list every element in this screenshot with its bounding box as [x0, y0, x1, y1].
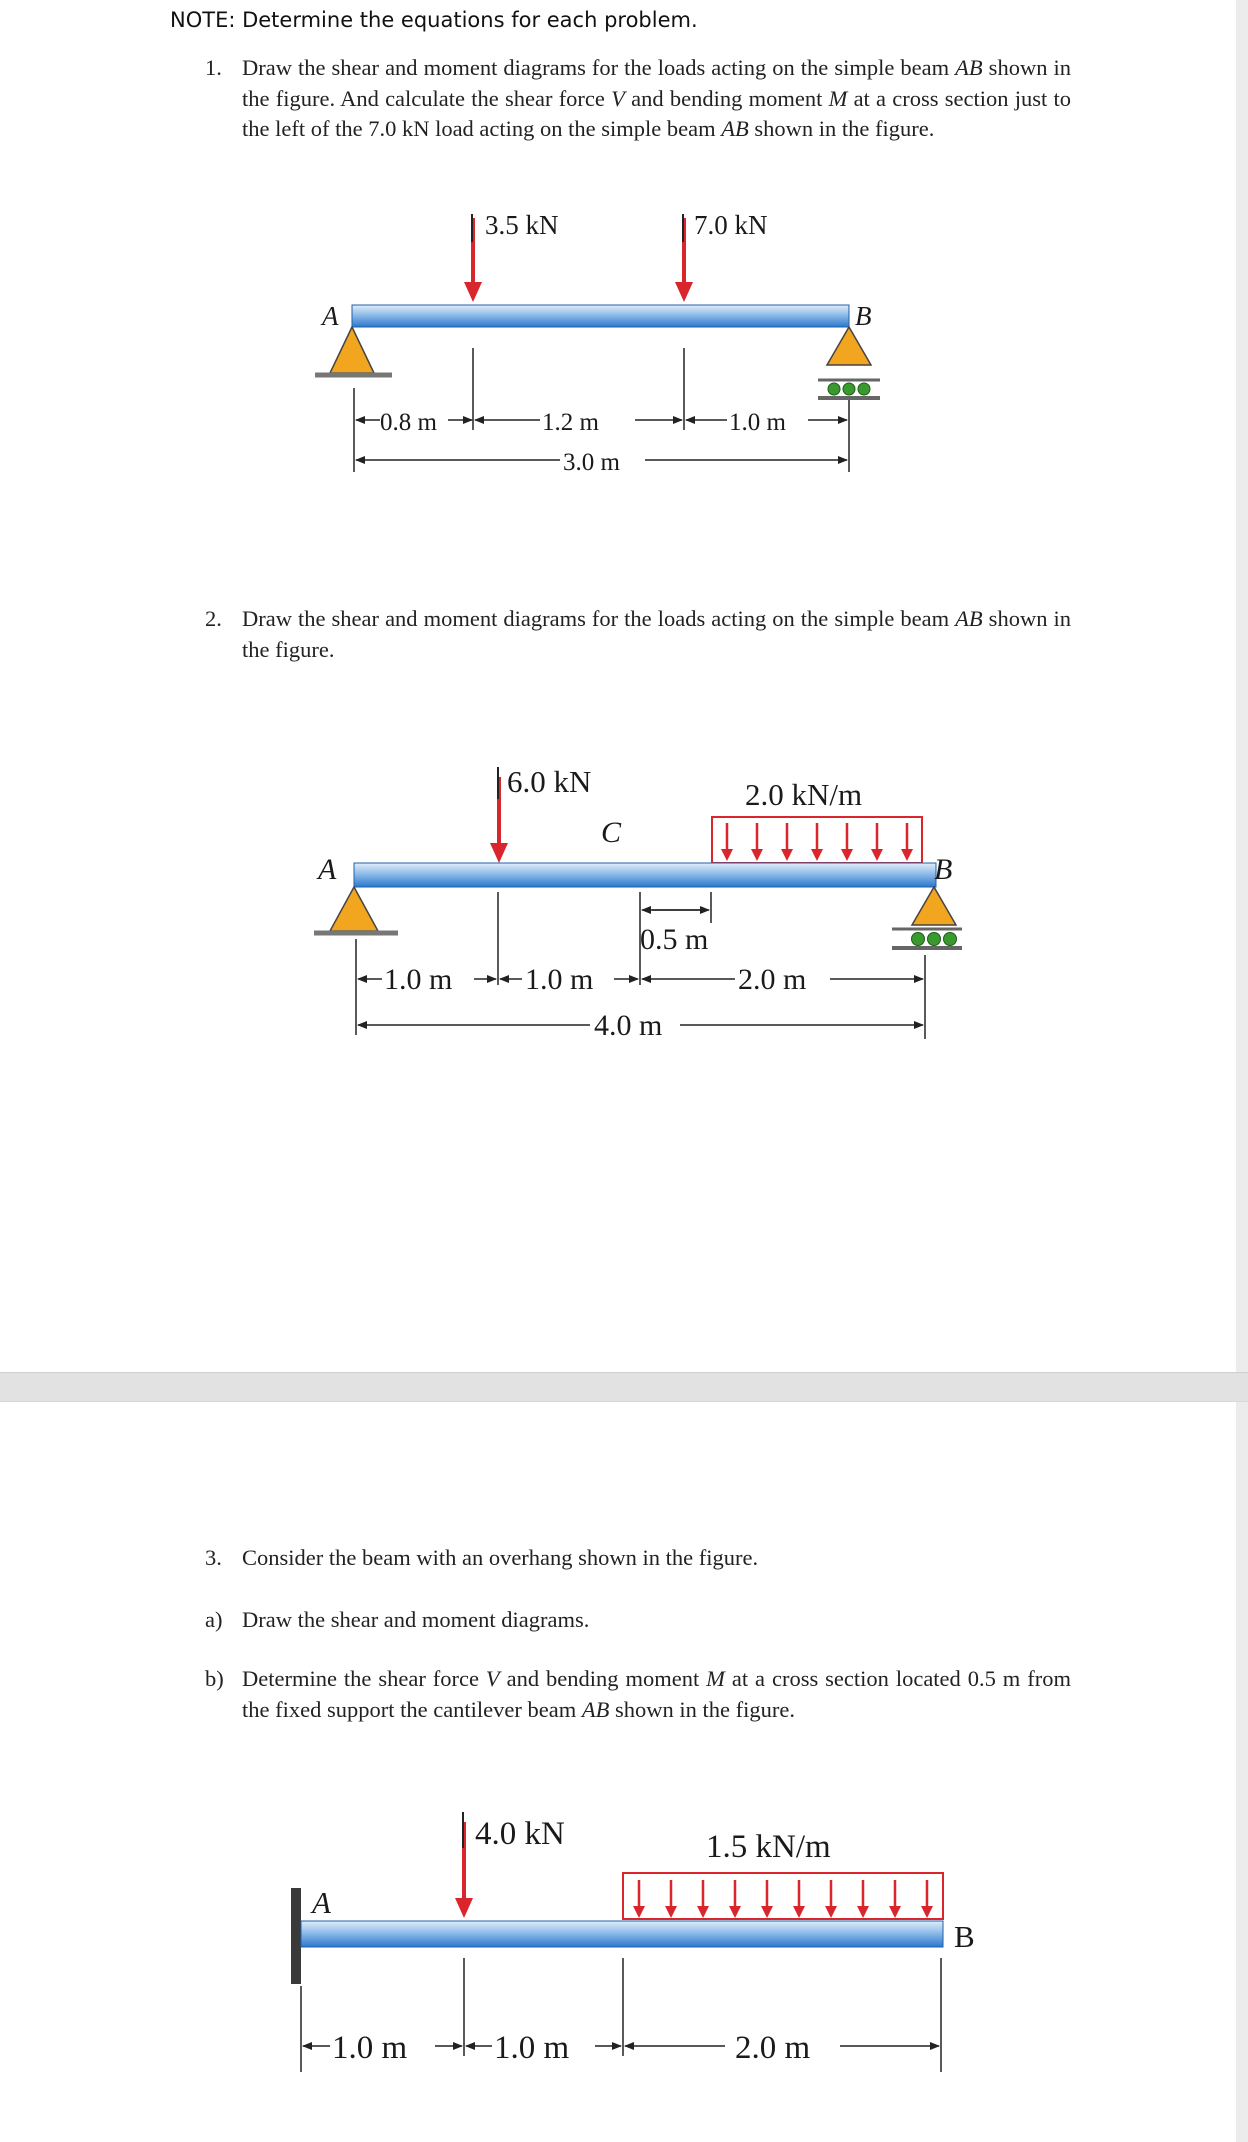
- problem-number: 2.: [205, 606, 222, 631]
- figure-3-cantilever: [0, 1800, 1248, 2090]
- load-label: 4.0 kN: [475, 1816, 565, 1852]
- load-label: 2.0 kN/m: [745, 777, 863, 812]
- load-arrow-head: [793, 1906, 805, 1918]
- point-label-c: C: [601, 816, 622, 849]
- problem-3-part-a: [205, 1605, 1071, 1636]
- load-arrow-head: [721, 849, 733, 861]
- dimension-label: 3.0 m: [563, 449, 620, 476]
- load-arrow-head: [901, 849, 913, 861]
- subpart-text: Draw the shear and moment diagrams.: [242, 1607, 590, 1632]
- problem-text: Consider the beam with an overhang shown in the figure.: [242, 1545, 759, 1570]
- load-label: 6.0 kN: [507, 764, 592, 799]
- support-label-b: B: [855, 301, 872, 331]
- problem-3-part-b: [205, 1664, 1071, 1725]
- dimension-label: 1.2 m: [542, 409, 599, 436]
- dimension-label: 1.0 m: [494, 2030, 570, 2066]
- problem-2: [205, 604, 1071, 665]
- dimension-label: 2.0 m: [735, 2030, 811, 2066]
- dimension-label: 1.0 m: [332, 2030, 408, 2066]
- load-arrow-head: [825, 1906, 837, 1918]
- problem-number: 3.: [205, 1545, 222, 1570]
- fixed-wall: [291, 1888, 301, 1984]
- load-arrow-head: [841, 849, 853, 861]
- problem-text: Draw the shear and moment diagrams for the loads acting on the simple beam AB shown in the figure. And calculate the shear force V and bending moment M at a cross section just to the left of the 7.0 kN load acting on the simple beam AB shown in the figure.: [242, 55, 1071, 141]
- load-label: 3.5 kN: [485, 210, 559, 240]
- load-arrow-head: [697, 1906, 709, 1918]
- roller-wheel: [944, 933, 957, 946]
- problem-text: Draw the shear and moment diagrams for the loads acting on the simple beam AB shown in the figure.: [242, 606, 1071, 662]
- subpart-label: a): [205, 1607, 223, 1632]
- roller-wheel: [828, 383, 840, 395]
- beam: [301, 1921, 943, 1947]
- dimension-label: 1.0 m: [384, 963, 453, 996]
- beam: [354, 863, 936, 887]
- dimension-label: 1.0 m: [525, 963, 594, 996]
- problem-3: [205, 1543, 1071, 1574]
- roller-wheel: [912, 933, 925, 946]
- figure-1-beam: [0, 190, 1248, 490]
- support-label-a: A: [322, 301, 339, 331]
- subpart-label: b): [205, 1666, 224, 1691]
- figure-2-beam: [0, 755, 1248, 1065]
- load-arrow-head: [665, 1906, 677, 1918]
- dimension-label: 4.0 m: [594, 1009, 663, 1042]
- load-arrow-head: [871, 849, 883, 861]
- load-arrow-head: [921, 1906, 933, 1918]
- load-arrow-head: [781, 849, 793, 861]
- load-arrow-head: [857, 1906, 869, 1918]
- load-arrow-head: [811, 849, 823, 861]
- support-label-b: B: [934, 853, 953, 886]
- roller-wheel: [858, 383, 870, 395]
- roller-wheel: [928, 933, 941, 946]
- note-heading: NOTE: Determine the equations for each problem.: [170, 8, 698, 32]
- support-label-b: B: [954, 1919, 975, 1954]
- subpart-text: Determine the shear force V and bending moment M at a cross section located 0.5 m from the fixed support the cantilever beam AB shown in the figure.: [242, 1666, 1071, 1722]
- problem-number: 1.: [205, 55, 222, 80]
- load-arrow-head: [729, 1906, 741, 1918]
- roller-wheel: [843, 383, 855, 395]
- load-arrow-head: [751, 849, 763, 861]
- load-arrow-head: [761, 1906, 773, 1918]
- beam: [352, 305, 849, 327]
- pin-support: [330, 887, 378, 931]
- page-separator: [0, 1372, 1248, 1402]
- load-arrow-head: [889, 1906, 901, 1918]
- roller-support: [912, 887, 956, 925]
- load-label: 1.5 kN/m: [706, 1829, 831, 1865]
- support-label-a: A: [312, 1885, 331, 1920]
- dimension-label: 2.0 m: [738, 963, 807, 996]
- pin-support: [330, 327, 374, 373]
- dimension-label: 0.8 m: [380, 409, 437, 436]
- support-label-a: A: [318, 853, 337, 886]
- dimension-label: 1.0 m: [729, 409, 786, 436]
- problem-1: [205, 53, 1071, 145]
- distributed-load-arrows: [633, 1880, 933, 1918]
- roller-support: [827, 327, 871, 365]
- distributed-load-arrows: [721, 823, 913, 861]
- load-arrow-head: [633, 1906, 645, 1918]
- load-label: 7.0 kN: [694, 210, 768, 240]
- dimension-label: 0.5 m: [640, 923, 709, 956]
